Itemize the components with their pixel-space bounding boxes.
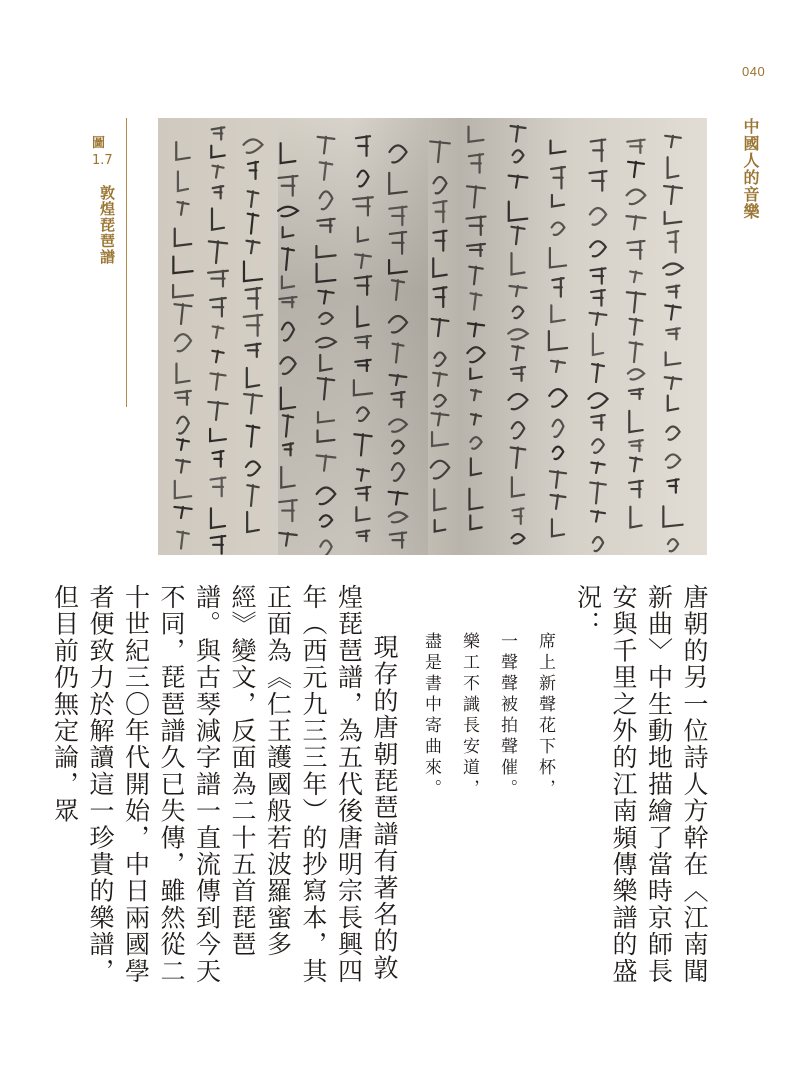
main-text — [47, 584, 712, 994]
body-paragraph: 現存的唐朝琵琶譜有著名的敦煌琵琶譜，為五代後唐明宗長興四年（西元九三三年）的抄寫本，其正面為《仁王護國般若波羅蜜多經》變文，反面為二十五首琵琶譜。與古琴減字譜一直流傳到今天不同，琵琶譜久已失傳，雖然從二十世紀三〇年代開始，中日兩國學者便致力於解讀這一珍貴的樂譜，但目前仍無定論，眾 — [50, 584, 399, 985]
poem-line: 盡是書中寄曲來。 — [421, 632, 441, 800]
page-number: 040 — [742, 64, 766, 79]
poem-line: 一聲聲被拍聲催。 — [497, 632, 517, 800]
figure-caption-title: 敦煌琵琶譜 — [98, 185, 116, 265]
figure-label: 圖 — [92, 136, 106, 151]
intro-paragraph: 唐朝的另一位詩人方幹在〈江南聞新曲〉中生動地描繪了當時京師長安與千里之外的江南頻傳樂譜的盛況： — [573, 584, 709, 985]
poem-line: 席上新聲花下杯， — [535, 632, 555, 800]
quoted-poem — [402, 584, 570, 994]
poem-line: 樂工不識長安道， — [459, 632, 479, 800]
dunhuang-manuscript-photo — [158, 118, 707, 555]
caption-rule — [126, 118, 127, 407]
running-head: 中國人的音樂 — [741, 118, 760, 220]
figure-caption-number — [92, 132, 122, 168]
manuscript-image — [158, 118, 707, 555]
figure-number: 1.7 — [92, 153, 113, 168]
